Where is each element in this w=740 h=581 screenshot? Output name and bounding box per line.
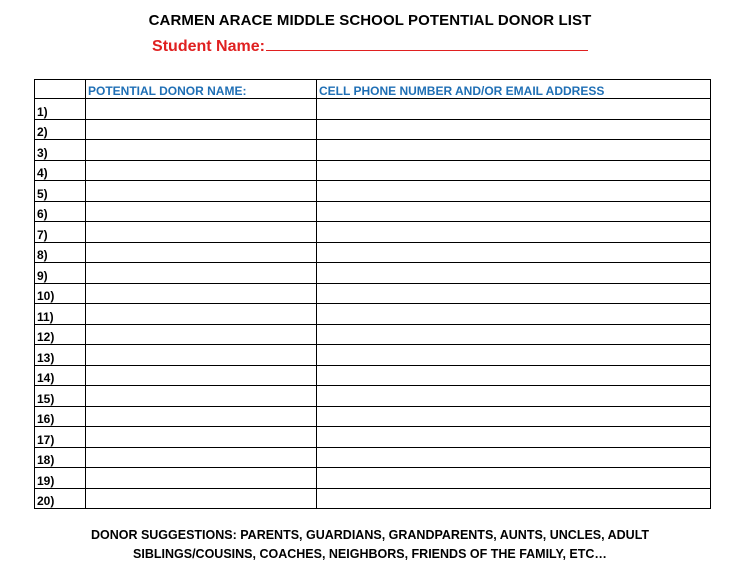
contact-cell[interactable] <box>317 201 711 222</box>
contact-cell[interactable] <box>317 406 711 427</box>
donor-name-cell[interactable] <box>86 201 317 222</box>
row-number: 13) <box>35 345 86 366</box>
table-row <box>35 283 711 304</box>
donor-name-cell[interactable] <box>86 365 317 386</box>
student-name-line <box>0 36 740 56</box>
row-number: 6) <box>35 201 86 222</box>
column-header-donor-name: POTENTIAL DONOR NAME: <box>86 80 317 99</box>
table-row <box>35 365 711 386</box>
row-number: 20) <box>35 488 86 509</box>
donor-name-cell[interactable] <box>86 160 317 181</box>
table-row <box>35 324 711 345</box>
contact-cell[interactable] <box>317 119 711 140</box>
student-name-label: Student Name: <box>152 38 265 55</box>
table-row <box>35 119 711 140</box>
table-row <box>35 201 711 222</box>
row-number: 19) <box>35 468 86 489</box>
row-number: 5) <box>35 181 86 202</box>
row-number: 8) <box>35 242 86 263</box>
table-row <box>35 140 711 161</box>
donor-name-cell[interactable] <box>86 488 317 509</box>
donor-name-cell[interactable] <box>86 345 317 366</box>
contact-cell[interactable] <box>317 345 711 366</box>
table-row <box>35 427 711 448</box>
contact-cell[interactable] <box>317 488 711 509</box>
row-number: 11) <box>35 304 86 325</box>
contact-cell[interactable] <box>317 365 711 386</box>
row-number: 10) <box>35 283 86 304</box>
donor-table <box>34 79 711 509</box>
row-number: 1) <box>35 99 86 120</box>
row-number: 3) <box>35 140 86 161</box>
row-number: 4) <box>35 160 86 181</box>
row-number: 18) <box>35 447 86 468</box>
contact-cell[interactable] <box>317 427 711 448</box>
donor-name-cell[interactable] <box>86 283 317 304</box>
contact-cell[interactable] <box>317 304 711 325</box>
row-number: 17) <box>35 427 86 448</box>
contact-cell[interactable] <box>317 447 711 468</box>
donor-name-cell[interactable] <box>86 99 317 120</box>
row-number: 7) <box>35 222 86 243</box>
table-row <box>35 386 711 407</box>
donor-name-cell[interactable] <box>86 447 317 468</box>
student-name-blank[interactable] <box>266 36 588 51</box>
donor-name-cell[interactable] <box>86 119 317 140</box>
row-number: 14) <box>35 365 86 386</box>
contact-cell[interactable] <box>317 468 711 489</box>
donor-name-cell[interactable] <box>86 324 317 345</box>
table-row <box>35 488 711 509</box>
donor-name-cell[interactable] <box>86 263 317 284</box>
donor-name-cell[interactable] <box>86 427 317 448</box>
column-header-number <box>35 80 86 99</box>
table-row <box>35 304 711 325</box>
contact-cell[interactable] <box>317 160 711 181</box>
table-row <box>35 222 711 243</box>
contact-cell[interactable] <box>317 283 711 304</box>
table-row <box>35 406 711 427</box>
donor-name-cell[interactable] <box>86 181 317 202</box>
contact-cell[interactable] <box>317 140 711 161</box>
table-row <box>35 242 711 263</box>
donor-table-header-row <box>35 80 711 99</box>
row-number: 2) <box>35 119 86 140</box>
contact-cell[interactable] <box>317 242 711 263</box>
contact-cell[interactable] <box>317 222 711 243</box>
contact-cell[interactable] <box>317 263 711 284</box>
row-number: 12) <box>35 324 86 345</box>
table-row <box>35 263 711 284</box>
donor-suggestions-line-2: SIBLINGS/COUSINS, COACHES, NEIGHBORS, FRIENDS OF THE FAMILY, ETC… <box>133 547 607 561</box>
table-row <box>35 99 711 120</box>
donor-name-cell[interactable] <box>86 222 317 243</box>
table-row <box>35 345 711 366</box>
row-number: 9) <box>35 263 86 284</box>
donor-name-cell[interactable] <box>86 242 317 263</box>
contact-cell[interactable] <box>317 324 711 345</box>
column-header-contact: CELL PHONE NUMBER AND/OR EMAIL ADDRESS <box>317 80 711 99</box>
donor-name-cell[interactable] <box>86 304 317 325</box>
row-number: 15) <box>35 386 86 407</box>
donor-name-cell[interactable] <box>86 140 317 161</box>
donor-name-cell[interactable] <box>86 468 317 489</box>
contact-cell[interactable] <box>317 181 711 202</box>
donor-name-cell[interactable] <box>86 386 317 407</box>
donor-name-cell[interactable] <box>86 406 317 427</box>
table-row <box>35 160 711 181</box>
table-row <box>35 447 711 468</box>
table-row <box>35 468 711 489</box>
donor-suggestions-line-1: DONOR SUGGESTIONS: PARENTS, GUARDIANS, GRANDPARENTS, AUNTS, UNCLES, ADULT <box>90 528 650 542</box>
row-number: 16) <box>35 406 86 427</box>
contact-cell[interactable] <box>317 99 711 120</box>
page-title: CARMEN ARACE MIDDLE SCHOOL POTENTIAL DONOR LIST <box>148 12 592 29</box>
table-row <box>35 181 711 202</box>
contact-cell[interactable] <box>317 386 711 407</box>
